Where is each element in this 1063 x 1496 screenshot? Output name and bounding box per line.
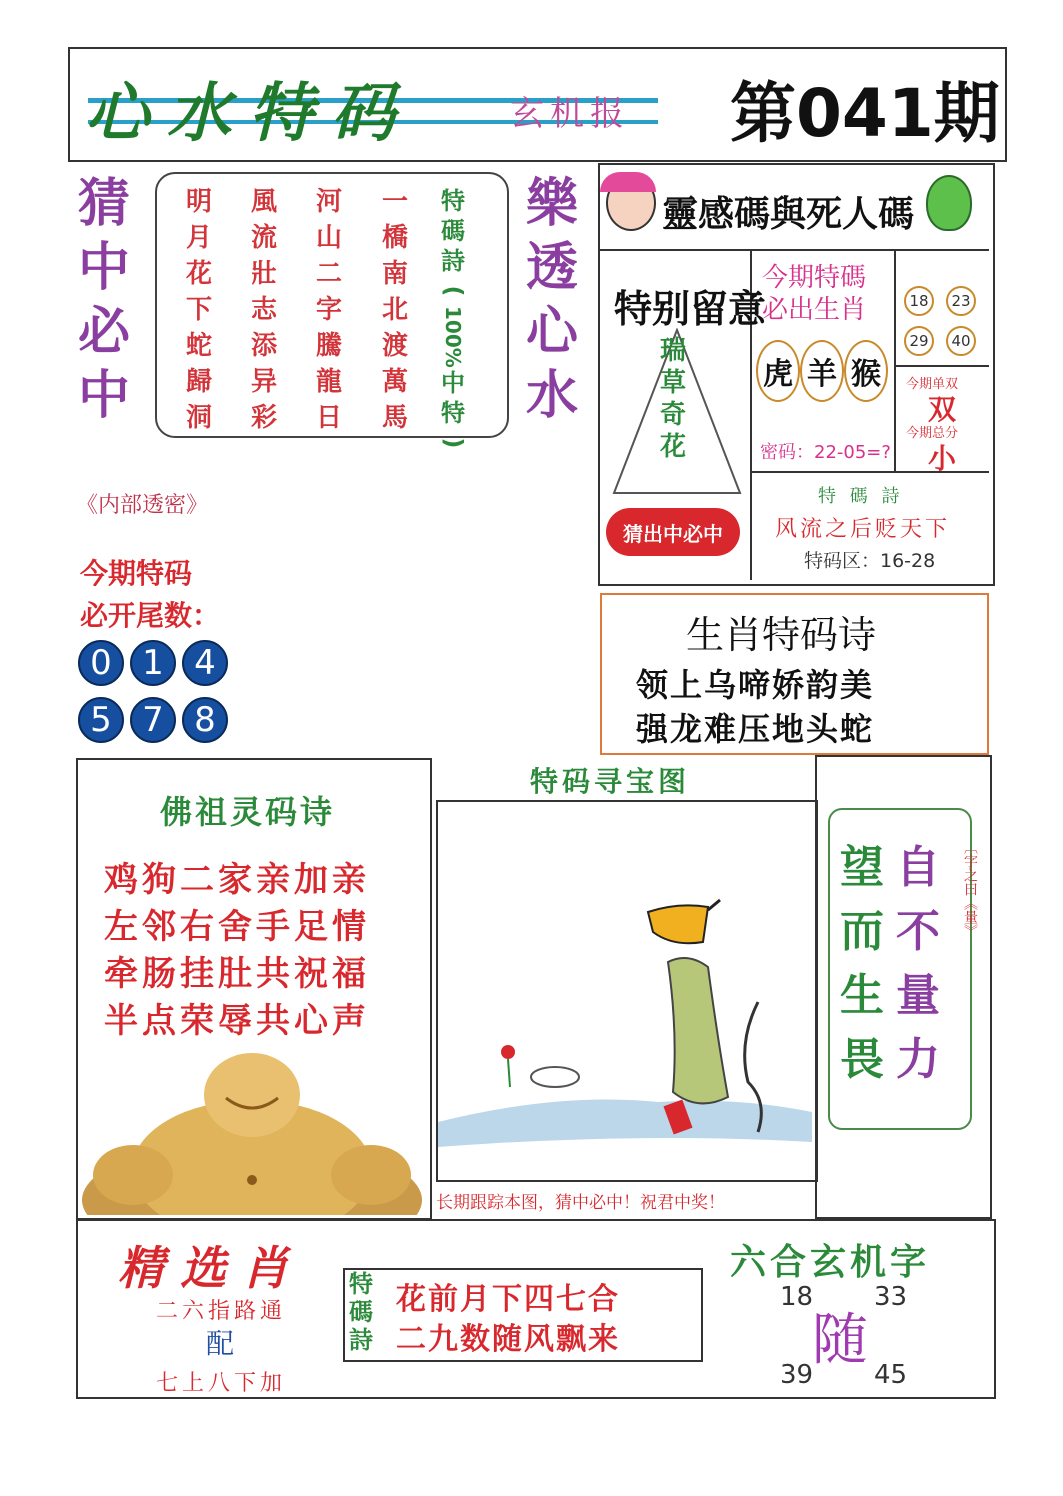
number-circle: 23 (946, 286, 976, 316)
zodiac-monkey: 猴 (844, 340, 888, 402)
tm-zone: 特码区：16-28 (804, 550, 936, 572)
zodiac-poem-line: 强龙难压地头蛇 (636, 710, 875, 748)
bottom-poem-label (349, 1270, 373, 1354)
liuhe-number: 33 (874, 1282, 908, 1312)
poem-char: 花 (186, 259, 213, 289)
selected-zodiac-title (118, 1232, 304, 1298)
buddha-poem-line: 左邻右舍手足情 (104, 907, 370, 947)
must-line-2: 必出生肖 (762, 295, 867, 325)
left-slogan-char: 猜 (78, 174, 131, 234)
poem-char: 歸 (186, 367, 213, 397)
zodiac-poem-line: 领上乌啼娇韵美 (636, 666, 875, 704)
attention-label: 特别留意 (614, 287, 767, 331)
bottom-poem-label-char: 詩 (349, 1326, 373, 1354)
vertical-poem-char: 而 (840, 906, 884, 957)
tail-ball: 4 (182, 640, 228, 686)
divider (896, 365, 989, 367)
zodiac-poem-title: 生肖特码诗 (686, 613, 877, 657)
tail-ball: 1 (130, 640, 176, 686)
liuhe-number: 18 (780, 1282, 814, 1312)
right-slogan-char: 透 (526, 238, 579, 298)
buddha-poem-line: 半点荣辱共心声 (104, 1001, 370, 1041)
vertical-poem-char: 力 (896, 1034, 940, 1085)
single-double-value: 双 (928, 393, 957, 426)
left-slogan-char: 中 (78, 238, 131, 298)
issue-number: 第041期 (730, 75, 1000, 152)
poem-char: 洞 (186, 403, 213, 433)
tm-poem: 风流之后贬天下 (775, 517, 951, 542)
poem-label (438, 186, 468, 458)
poem-column-3 (316, 184, 342, 436)
poem-char: 字 (316, 295, 343, 325)
treasure-caption: 长期跟踪本图，猜中必中！祝君中奖！ (436, 1193, 725, 1213)
poem-char: 馬 (382, 403, 409, 433)
left-slogan-char: 中 (78, 366, 131, 426)
poem-char: 彩 (251, 403, 278, 433)
selected-zodiac-line-2: 七上八下加 (156, 1371, 287, 1396)
buddha-image (78, 1050, 426, 1215)
poem-char: 一 (382, 187, 409, 217)
selected-zodiac-line-1: 二六指路通 (156, 1299, 287, 1324)
bottom-poem-line: 二九数随风飘来 (396, 1322, 620, 1357)
inspiration-title: 靈感碼與死人碼 (662, 194, 915, 235)
divider (600, 249, 989, 251)
vertical-poem-char: 自 (896, 842, 940, 893)
poem-char: 壯 (251, 259, 278, 289)
tm-poem-label: 特 碼 詩 (818, 486, 904, 507)
zodiac-goat: 羊 (800, 340, 844, 402)
liuhe-title: 六合玄机字 (730, 1242, 931, 1283)
poem-char: 异 (251, 367, 278, 397)
right-slogan-char: 心 (526, 302, 579, 362)
poem-char: 南 (382, 259, 409, 289)
poem-char: 二 (316, 259, 343, 289)
poem-label-char: 特 (441, 398, 465, 427)
selected-zodiac-pei: 配 (206, 1327, 235, 1360)
vertical-poem-left (840, 836, 884, 1092)
vertical-poem-char: 望 (840, 842, 884, 893)
poem-char: 萬 (382, 367, 409, 397)
newspaper-title: 心水特码 (85, 77, 413, 151)
poem-label-char: ) (439, 437, 467, 449)
right-slogan-char: 樂 (526, 174, 579, 234)
poem-column-1 (186, 184, 212, 436)
buddha-poem-line: 鸡狗二家亲加亲 (104, 860, 370, 900)
liuhe-number: 45 (874, 1360, 908, 1390)
liuhe-char: 随 (812, 1308, 868, 1373)
mima-text: 密码：22-05=? (760, 442, 891, 463)
tail-ball: 7 (130, 697, 176, 743)
poem-char: 志 (251, 295, 278, 325)
number-circle: 18 (904, 286, 934, 316)
poem-char: 明 (186, 187, 213, 217)
bottom-poem-label-char: 特 (349, 1270, 373, 1298)
poem-char: 風 (251, 187, 278, 217)
vertical-poem-right (896, 836, 940, 1092)
total-label: 今期总分 (906, 426, 959, 441)
selected-zodiac-title: 精选肖 (118, 1241, 304, 1295)
grass-char: 草 (660, 368, 687, 398)
poem-char: 橋 (382, 223, 409, 253)
poem-char: 龍 (316, 367, 343, 397)
grass-char: 瑞 (660, 336, 687, 366)
tail-ball: 0 (78, 640, 124, 686)
tail-line-2: 必开尾数： (80, 599, 221, 632)
poem-label-char: 特 (441, 187, 465, 215)
total-value: 小 (928, 442, 957, 475)
poem-char: 月 (186, 223, 213, 253)
poem-column-4 (382, 184, 408, 436)
poem-label-char: 碼 (441, 217, 465, 245)
poem-char: 日 (316, 403, 343, 433)
hair-icon (600, 172, 656, 192)
grass-phrase (660, 335, 686, 463)
poem-label-char: 詩 (441, 247, 465, 275)
newspaper-subtitle: 玄机报 (510, 94, 630, 134)
poem-label-char: 100% (441, 306, 465, 368)
poem-char: 山 (316, 223, 343, 253)
must-zodiac-label (762, 262, 866, 326)
tail-line-1: 今期特码 (80, 557, 193, 590)
poem-label-char: 中 (441, 368, 465, 397)
divider (894, 249, 896, 471)
vertical-poem-char: 畏 (840, 1034, 884, 1085)
vertical-poem-hint: 〔字之曰《量》 (962, 840, 978, 938)
right-slogan (526, 172, 578, 428)
vertical-poem-char: 生 (840, 970, 884, 1021)
tail-ball: 8 (182, 697, 228, 743)
internal-label: 《内部透密》 (76, 493, 209, 518)
grass-char: 奇 (660, 400, 687, 430)
left-slogan-char: 必 (78, 302, 131, 362)
poem-char: 流 (251, 223, 278, 253)
poem-label-char: ( (439, 285, 467, 297)
bottom-poem-line: 花前月下四七合 (396, 1282, 620, 1317)
poem-column-2 (251, 184, 277, 436)
tail-ball: 5 (78, 697, 124, 743)
liuhe-number: 39 (780, 1360, 814, 1390)
poem-char: 添 (251, 331, 278, 361)
poem-char: 下 (186, 295, 213, 325)
treasure-title: 特码寻宝图 (530, 765, 691, 798)
single-double-label: 今期单双 (906, 377, 959, 392)
zodiac-tiger: 虎 (756, 340, 800, 402)
right-slogan-char: 水 (526, 366, 579, 426)
vertical-poem-char: 不 (896, 906, 940, 957)
number-circle: 29 (904, 326, 934, 356)
treasure-drawing (438, 802, 812, 1176)
must-line-1: 今期特碼 (762, 263, 867, 293)
buddha-poem-title: 佛祖灵码诗 (160, 793, 336, 831)
left-slogan (78, 172, 130, 428)
skull-icon (926, 175, 972, 231)
buddha-poem-line: 牵肠挂肚共祝福 (104, 954, 370, 994)
poem-char: 蛇 (186, 331, 213, 361)
poem-char: 北 (382, 295, 409, 325)
guess-badge: 猜出中必中 (606, 508, 740, 556)
number-circle: 40 (946, 326, 976, 356)
poem-char: 渡 (382, 331, 409, 361)
poem-char: 河 (316, 187, 343, 217)
bottom-poem-label-char: 碼 (349, 1298, 373, 1326)
vertical-poem-char: 量 (896, 970, 940, 1021)
grass-char: 花 (660, 432, 687, 462)
poem-char: 騰 (316, 331, 343, 361)
